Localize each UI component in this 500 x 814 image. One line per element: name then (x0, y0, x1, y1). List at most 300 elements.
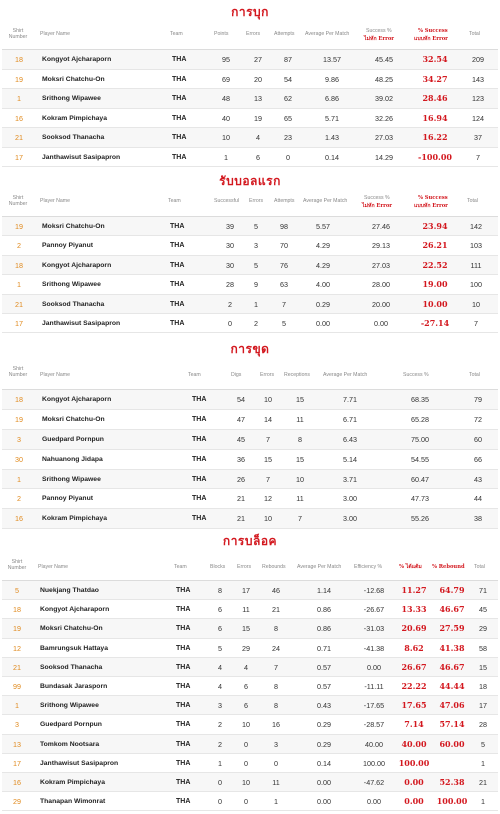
team-code: THA (192, 455, 207, 463)
col-player: Player Name (40, 372, 70, 378)
success-value: 27.03 (372, 260, 390, 270)
attack-table-row (2, 89, 498, 109)
point-pct-value: 7.14 (404, 719, 424, 730)
success-value: 39.02 (375, 94, 393, 103)
dig-table-row (2, 430, 498, 450)
point-pct-value: 26.67 (401, 661, 427, 672)
rebounds-value: 7 (274, 662, 278, 672)
point-pct-value: 17.65 (401, 700, 427, 711)
col-avg: Average Per Match (303, 198, 348, 204)
total-value: 43 (474, 474, 482, 484)
efficiency-value: -47.62 (363, 777, 385, 787)
efficiency-value: 40.00 (365, 739, 383, 749)
points-value: 69 (222, 74, 230, 84)
successful-value: 30 (226, 260, 234, 270)
errors-value: 4 (244, 662, 248, 672)
col-red-success: % Success (418, 28, 448, 34)
total-value: 60 (474, 434, 482, 444)
team-code: THA (176, 644, 191, 652)
errors-value: 4 (256, 133, 260, 142)
team-code: THA (172, 153, 187, 161)
avg-value: 4.29 (316, 241, 330, 251)
point-pct-value: 40.00 (401, 738, 427, 749)
efficiency-value: -28.57 (363, 720, 385, 730)
player-name: Srithong Wipawee (42, 95, 101, 102)
digs-value: 21 (237, 494, 245, 504)
point-pct-value: 8.62 (404, 642, 424, 653)
points-value: 40 (222, 113, 230, 123)
player-name: Janthawisut Sasipapron (42, 319, 121, 327)
dig-table-row (2, 509, 498, 529)
errors-value: 17 (242, 586, 250, 595)
player-name: Nuekjang Thatdao (40, 587, 99, 594)
total-value: 18 (479, 681, 487, 691)
block-table-row (2, 658, 498, 677)
col-red-success-note: แบบหัก Error (414, 203, 448, 209)
attack-rows (2, 50, 498, 167)
team-code: THA (176, 721, 191, 729)
rebounds-value: 24 (272, 643, 280, 653)
block-table-row (2, 600, 498, 619)
efficiency-value: -26.67 (363, 605, 385, 615)
col-errors: Errors (246, 31, 261, 37)
dig-table-row (2, 410, 498, 430)
errors-value: 9 (254, 280, 258, 290)
shirt-number: 21 (13, 662, 21, 672)
block-rows (2, 581, 498, 811)
errors-value: 29 (242, 643, 250, 653)
errors-value: 10 (242, 720, 250, 730)
team-code: THA (176, 759, 191, 767)
blocks-value: 0 (218, 797, 222, 807)
blocks-value: 4 (218, 681, 222, 691)
shirt-number: 17 (13, 758, 21, 768)
col-attempts: Attempts (274, 198, 295, 204)
player-name: Moksri Chatchu-On (40, 625, 103, 633)
blocks-value: 2 (218, 739, 222, 749)
rebound-pct-value: 64.79 (439, 585, 465, 595)
errors-value: 0 (244, 739, 248, 749)
team-code: THA (176, 778, 191, 786)
total-value: 72 (474, 414, 482, 424)
team-code: THA (170, 319, 185, 327)
shirt-number: 2 (17, 494, 21, 504)
shirt-number: 17 (15, 152, 23, 162)
blocks-value: 8 (218, 586, 222, 595)
success-value: 48.25 (375, 74, 393, 84)
net-success-value: -100.00 (418, 151, 452, 162)
attempts-value: 7 (282, 299, 286, 309)
receptions-value: 11 (296, 494, 304, 504)
total-value: 58 (479, 643, 487, 653)
attempts-value: 70 (280, 241, 288, 251)
avg-value: 0.57 (317, 681, 331, 691)
errors-value: 6 (244, 701, 248, 711)
player-name: Bundasak Jarasporn (40, 682, 108, 690)
attempts-value: 87 (284, 55, 292, 64)
success-value: 47.73 (411, 494, 429, 504)
errors-value: 12 (264, 494, 272, 504)
total-value: 45 (479, 605, 487, 615)
errors-value: 19 (254, 113, 262, 123)
errors-value: 5 (254, 222, 258, 231)
shirt-number: 18 (15, 260, 23, 270)
avg-value: 0.00 (316, 318, 330, 328)
col-team: Team (188, 372, 201, 378)
total-value: 37 (474, 133, 482, 142)
receptions-value: 11 (296, 414, 304, 424)
avg-value: 3.71 (343, 474, 357, 484)
receptions-value: 8 (298, 434, 302, 444)
success-value: 14.29 (375, 152, 393, 162)
digs-value: 26 (237, 474, 245, 484)
shirt-number: 16 (13, 777, 21, 787)
points-value: 10 (222, 133, 230, 142)
digs-value: 47 (237, 414, 245, 424)
player-name: Moksri Chatchu-On (42, 223, 105, 230)
player-name: Bamrungsuk Hattaya (40, 644, 108, 652)
success-value: 55.26 (411, 514, 429, 524)
blocks-value: 6 (218, 605, 222, 615)
player-name: Srithong Wipawee (42, 281, 101, 289)
errors-value: 13 (254, 94, 262, 103)
errors-value: 10 (242, 777, 250, 787)
player-name: Pannoy Piyanut (42, 242, 93, 250)
player-name: Moksri Chatchu-On (42, 415, 105, 423)
point-pct-value: 22.22 (401, 680, 427, 691)
reception-table-row (2, 236, 498, 255)
blocks-value: 2 (218, 720, 222, 730)
total-value: 38 (474, 514, 482, 524)
digs-value: 21 (237, 514, 245, 524)
total-value: 142 (470, 222, 482, 231)
player-name: Thanapan Wimonrat (40, 798, 106, 806)
col-player: Player Name (40, 31, 70, 37)
success-value: 28.00 (372, 280, 390, 290)
shirt-number: 29 (13, 797, 21, 807)
player-name: Sooksod Thanacha (40, 663, 103, 671)
success-value: 60.47 (411, 474, 429, 484)
shirt-number: 19 (15, 414, 23, 424)
player-name: Pannoy Piyanut (42, 495, 93, 503)
dig-table (2, 360, 498, 529)
blocks-value: 1 (218, 758, 222, 768)
team-code: THA (176, 663, 191, 671)
team-code: THA (192, 475, 207, 483)
attack-section-title: การบุก (231, 5, 269, 19)
col-success: Success % (364, 195, 390, 201)
team-code: THA (170, 281, 185, 289)
errors-value: 0 (244, 758, 248, 768)
team-code: THA (192, 415, 207, 423)
errors-value: 2 (254, 318, 258, 328)
total-value: 209 (472, 55, 484, 64)
net-success-value: 28.46 (422, 93, 448, 103)
shirt-number: 21 (15, 133, 23, 142)
total-value: 66 (474, 454, 482, 464)
efficiency-value: 0.00 (367, 662, 381, 672)
col-team: Team (170, 31, 183, 37)
total-value: 29 (479, 624, 487, 634)
errors-value: 6 (244, 681, 248, 691)
rebounds-value: 16 (272, 720, 280, 730)
avg-value: 13.57 (323, 55, 341, 64)
avg-value: 1.43 (325, 133, 339, 142)
success-value: 54.55 (411, 454, 429, 464)
attack-table-row (2, 109, 498, 129)
reception-rows (2, 217, 498, 333)
attempts-value: 98 (280, 222, 288, 231)
rebounds-value: 46 (272, 586, 280, 595)
total-value: 143 (472, 74, 484, 84)
team-code: THA (176, 587, 191, 594)
shirt-number: 30 (15, 454, 23, 464)
shirt-number: 18 (15, 395, 23, 404)
errors-value: 27 (254, 55, 262, 64)
player-name: Moksri Chatchu-On (42, 75, 105, 83)
rebound-pct-value: 46.67 (439, 661, 465, 672)
avg-value: 0.43 (317, 701, 331, 711)
col-digs: Digs (231, 372, 242, 378)
receptions-value: 15 (296, 395, 304, 404)
block-table-row (2, 773, 498, 792)
team-code: THA (172, 95, 187, 102)
attempts-value: 76 (280, 260, 288, 270)
efficiency-value: -31.03 (363, 624, 385, 634)
col-shirt: Shirt Number (8, 28, 28, 40)
col-avg: Average Per Match (305, 31, 350, 37)
shirt-number: 16 (15, 514, 23, 524)
player-name: Kokram Pimpichaya (42, 114, 107, 122)
total-value: 17 (479, 701, 487, 711)
player-name: Guedpard Pornpun (40, 721, 102, 729)
player-name: Kongyot Ajcharaporn (42, 56, 112, 63)
col-total: Total (467, 198, 478, 204)
col-avg: Average Per Match (297, 564, 342, 570)
attempts-value: 0 (286, 152, 290, 162)
player-name: Sooksod Thanacha (42, 134, 105, 141)
player-name: Kongyot Ajcharaporn (42, 261, 112, 269)
total-value: 100 (470, 280, 482, 290)
col-successful: Successful (214, 198, 240, 204)
avg-value: 0.29 (317, 739, 331, 749)
col-shirt: Shirt Number (7, 559, 27, 571)
point-pct-value: 20.69 (401, 623, 427, 634)
dig-table-header (2, 360, 498, 390)
team-code: THA (170, 300, 185, 308)
rebound-pct-value: 46.67 (439, 604, 465, 615)
net-success-value: 19.00 (422, 279, 448, 290)
player-name: Sooksod Thanacha (42, 300, 105, 308)
point-pct-value: 13.33 (401, 604, 427, 615)
reception-table-header (2, 192, 498, 217)
shirt-number: 16 (15, 113, 23, 123)
shirt-number: 18 (15, 55, 23, 64)
team-code: THA (170, 261, 185, 269)
shirt-number: 1 (17, 280, 21, 290)
efficiency-value: 0.00 (367, 797, 381, 807)
avg-value: 7.71 (343, 395, 357, 404)
efficiency-value: -17.65 (363, 701, 385, 711)
total-value: 10 (472, 299, 480, 309)
errors-value: 0 (244, 797, 248, 807)
rebound-pct-value: 57.14 (439, 719, 465, 730)
shirt-number: 13 (13, 739, 21, 749)
player-name: Kongyot Ajcharaporn (40, 606, 110, 614)
digs-value: 45 (237, 434, 245, 444)
successful-value: 2 (228, 299, 232, 309)
errors-value: 15 (242, 624, 250, 634)
successful-value: 30 (226, 241, 234, 251)
col-total: Total (469, 31, 480, 37)
col-total: Total (469, 372, 480, 378)
blocks-value: 3 (218, 701, 222, 711)
success-value: 29.13 (372, 241, 390, 251)
errors-value: 11 (242, 605, 250, 615)
attack-table-row (2, 70, 498, 90)
shirt-number: 19 (13, 624, 21, 634)
avg-value: 1.14 (317, 586, 331, 595)
team-code: THA (176, 740, 191, 748)
rebounds-value: 0 (274, 758, 278, 768)
errors-value: 10 (264, 514, 272, 524)
successful-value: 39 (226, 222, 234, 231)
success-value: 68.35 (411, 395, 429, 404)
avg-value: 5.71 (325, 113, 339, 123)
point-pct-value: 0.00 (404, 796, 424, 807)
col-shirt: Shirt Number (8, 195, 28, 207)
errors-value: 20 (254, 74, 262, 84)
points-value: 48 (222, 94, 230, 103)
col-efficiency: Efficiency % (354, 564, 383, 570)
errors-value: 5 (254, 260, 258, 270)
rebounds-value: 8 (274, 681, 278, 691)
reception-table-row (2, 295, 498, 314)
points-value: 95 (222, 55, 230, 64)
success-value: 32.26 (375, 113, 393, 123)
rebounds-value: 1 (274, 797, 278, 807)
attack-table-row (2, 50, 498, 70)
player-name: Janthawisut Sasipapron (42, 153, 121, 161)
player-name: Kokram Pimpichaya (40, 778, 105, 786)
errors-value: 1 (254, 299, 258, 309)
point-pct-value: 0.00 (404, 776, 424, 787)
avg-value: 3.00 (343, 494, 357, 504)
avg-value: 0.00 (317, 777, 331, 787)
net-success-value: 10.00 (422, 298, 448, 309)
errors-value: 7 (266, 434, 270, 444)
rebounds-value: 8 (274, 701, 278, 711)
player-name: Janthawisut Sasipapron (40, 759, 119, 767)
block-table-row (2, 639, 498, 658)
blocks-value: 4 (218, 662, 222, 672)
avg-value: 9.86 (325, 74, 339, 84)
avg-value: 0.29 (316, 299, 330, 309)
reception-table-row (2, 256, 498, 275)
avg-value: 4.00 (316, 280, 330, 290)
col-rebounds: Rebounds (262, 564, 286, 570)
errors-value: 10 (264, 395, 272, 404)
col-errors: Errors (260, 372, 275, 378)
col-point-pct: % ได้แต้ม (399, 564, 422, 570)
shirt-number: 21 (15, 299, 23, 309)
team-code: THA (192, 515, 207, 523)
col-team: Team (174, 564, 187, 570)
total-value: 103 (470, 241, 482, 251)
team-code: THA (192, 495, 207, 503)
errors-value: 15 (264, 454, 272, 464)
errors-value: 14 (264, 414, 272, 424)
block-table-header (2, 555, 498, 581)
reception-table-row (2, 217, 498, 236)
col-success-note: ไม่หัก Error (362, 203, 393, 209)
shirt-number: 19 (15, 222, 23, 231)
team-code: THA (172, 134, 187, 141)
efficiency-value: -12.68 (363, 586, 385, 595)
total-value: 71 (479, 586, 487, 595)
attempts-value: 62 (284, 94, 292, 103)
total-value: 15 (479, 662, 487, 672)
player-name: Kokram Pimpichaya (42, 515, 107, 523)
col-success: Success % (403, 372, 429, 378)
team-code: THA (172, 75, 187, 83)
digs-value: 54 (237, 395, 245, 404)
team-code: THA (172, 114, 187, 122)
dig-section-title: การขุด (230, 342, 270, 356)
avg-value: 6.43 (343, 434, 357, 444)
success-value: 45.45 (375, 55, 393, 64)
net-success-value: 16.22 (422, 132, 448, 142)
rebounds-value: 3 (274, 739, 278, 749)
attempts-value: 63 (280, 280, 288, 290)
attack-table-row (2, 148, 498, 168)
net-success-value: 22.52 (422, 259, 448, 270)
errors-value: 6 (256, 152, 260, 162)
team-code: THA (170, 242, 185, 250)
player-name: Tomkom Nootsara (40, 740, 100, 748)
team-code: THA (176, 798, 191, 806)
total-value: 44 (474, 494, 482, 504)
block-section-title: การบล็อค (222, 534, 278, 548)
rebound-pct-value: 100.00 (436, 796, 468, 807)
total-value: 7 (476, 152, 480, 162)
team-code: THA (176, 606, 191, 614)
dig-table-row (2, 489, 498, 509)
avg-value: 0.14 (325, 152, 339, 162)
shirt-number: 1 (17, 94, 21, 103)
net-success-value: 32.54 (422, 54, 448, 64)
shirt-number: 1 (15, 701, 19, 711)
avg-value: 5.14 (343, 454, 357, 464)
avg-value: 0.00 (317, 797, 331, 807)
net-success-value: 26.21 (422, 240, 448, 251)
team-code: THA (176, 702, 191, 710)
block-table-row (2, 619, 498, 638)
total-value: 111 (470, 260, 482, 270)
dig-table-row (2, 450, 498, 470)
dig-table-row (2, 390, 498, 410)
avg-value: 3.00 (343, 514, 357, 524)
player-name: Srithong Wipawee (42, 475, 101, 483)
total-value: 1 (481, 758, 485, 768)
col-attempts: Attempts (274, 31, 295, 37)
rebounds-value: 8 (274, 624, 278, 634)
attack-table-row (2, 128, 498, 148)
avg-value: 0.29 (317, 720, 331, 730)
shirt-number: 18 (13, 605, 21, 615)
reception-table (2, 192, 498, 333)
player-name: Guedpard Pornpun (42, 435, 104, 443)
